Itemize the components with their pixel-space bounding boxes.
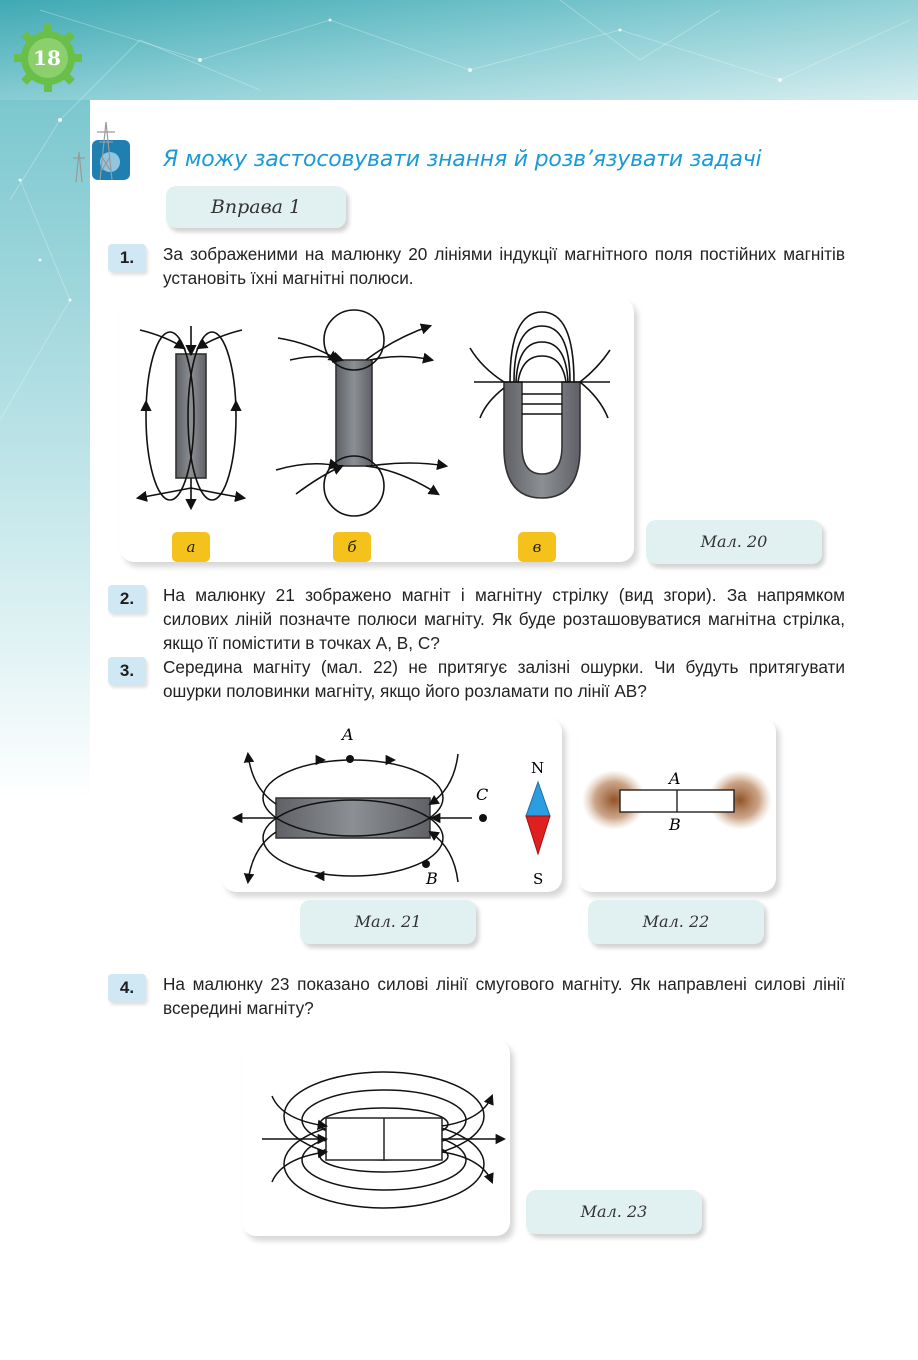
magnet-c (470, 312, 610, 498)
figure-23 (242, 1040, 510, 1236)
figure-20 (120, 298, 634, 562)
compass-needle-icon (526, 759, 550, 888)
figure-23-caption: Мал. 23 (526, 1190, 702, 1234)
compass-south-label: S (533, 870, 544, 888)
figure-21-drawing (222, 718, 562, 892)
figure-21-point-b: B (426, 869, 438, 888)
question-number-2: 2. (108, 585, 146, 613)
question-number-4: 4. (108, 974, 146, 1002)
figure-22-point-b: B (669, 815, 681, 834)
figure-23-drawing (242, 1040, 510, 1236)
figure-22 (578, 718, 776, 892)
figure-22-point-a: A (669, 769, 681, 788)
figure-21-point-a: A (342, 725, 354, 744)
question-text-4: На малюнку 23 показано силові лінії смугового магніту. Як направлені силові лінії всередині магніту? (163, 974, 845, 1018)
question-number-3: 3. (108, 657, 146, 685)
figure-21 (222, 718, 562, 892)
figure-22-drawing (578, 718, 776, 892)
power-tower-icon (70, 112, 160, 184)
figure-20-drawing (120, 298, 634, 562)
figure-20-label-a: а (172, 532, 210, 562)
question-number-1: 1. (108, 244, 146, 272)
figure-20-label-b: б (333, 532, 371, 562)
figure-21-caption: Мал. 21 (300, 900, 476, 944)
magnet-b (276, 310, 446, 516)
figure-20-label-c: в (518, 532, 556, 562)
exercise-label: Вправа 1 (166, 186, 346, 228)
section-title: Я можу застосовувати знання й розв’язувати задачі (163, 147, 762, 172)
compass-north-label: N (531, 759, 545, 777)
page-number: 18 (33, 46, 61, 70)
question-text-1: За зображеними на малюнку 20 лініями індукції магнітного поля постійних магнітів установіть їхні магнітні полюси. (163, 244, 845, 288)
figure-22-caption: Мал. 22 (588, 900, 764, 944)
figure-20-caption: Мал. 20 (646, 520, 822, 564)
magnet-a (138, 326, 244, 508)
question-text-3: Середина магніту (мал. 22) не притягує залізні ошурки. Чи будуть притягувати ошурки половинки магніту, якщо його розламати по лінії AB? (163, 657, 845, 701)
question-text-2: На малюнку 21 зображено магніт і магнітну стрілку (вид згори). За напрямком силових ліній позначте полюси магніту. Як буде розташовуватися магнітна стрілка, якщо її помістити в точках A, B, C? (163, 585, 845, 653)
figure-21-point-c: C (476, 785, 489, 804)
